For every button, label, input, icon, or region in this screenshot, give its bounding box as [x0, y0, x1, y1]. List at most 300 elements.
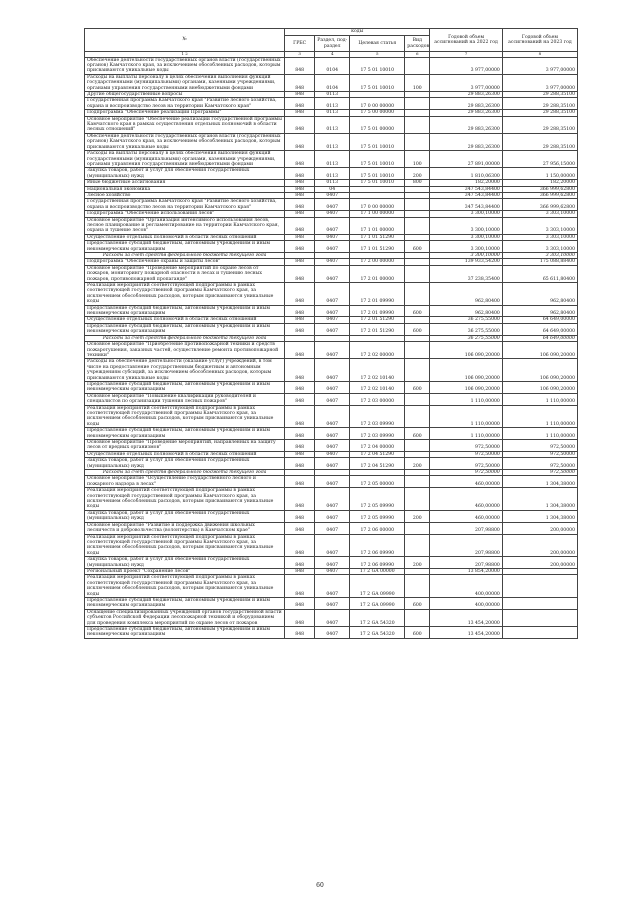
table-header [85, 29, 578, 58]
row-csr-cell: 17 2 06 09990 [350, 534, 405, 557]
header-csr: Целевая статья [350, 36, 405, 52]
row-amount-2023-cell: 200,00000 [502, 522, 577, 534]
row-vr-cell [405, 476, 430, 488]
column-number: 6 [405, 52, 430, 58]
row-razdel-cell: 0407 [315, 440, 350, 452]
row-grbs-cell: 848 [285, 74, 315, 91]
row-grbs-cell: 848 [285, 92, 315, 98]
row-name-cell: Подпрограмма "Обеспечение реализации Программы" [85, 110, 285, 116]
row-grbs-cell: 848 [285, 597, 315, 609]
row-grbs-cell: 848 [285, 317, 315, 323]
row-name-cell: Основное мероприятие "Организация интенсивного использования лесов, лесное планирование и регламентирование на территории Камчатского края, охрана и тушение лесов" [85, 217, 285, 234]
table-row [85, 476, 578, 488]
row-amount-2023-cell: 3 977,00000 [502, 74, 577, 91]
row-razdel-cell: 0407 [315, 534, 350, 557]
column-number: 3 [285, 52, 315, 58]
row-razdel-cell: 0113 [315, 133, 350, 150]
row-csr-cell: 17 2 GA 00000 [350, 568, 405, 574]
table-row [85, 510, 578, 522]
row-name-cell: Расходы на выплаты персоналу в целях обеспечения выполнения функций государственными (муниципальными) органами, казенными учреждениями, органами управления государственными внебюджетными фондами [85, 151, 285, 168]
row-vr-cell [405, 133, 430, 150]
table-row [85, 597, 578, 609]
row-name-cell: Реализация мероприятий соответствующей подпрограммы в рамках соответствующей государственной программы Камчатского края, за исключением обособленных расходов, которым присваиваются уникальные коды [85, 405, 285, 428]
table-row [85, 440, 578, 452]
row-vr-cell [405, 57, 430, 74]
table-row [85, 381, 578, 393]
row-vr-cell [405, 488, 430, 511]
row-amount-2022-cell: 36 275,55000 [430, 335, 503, 341]
row-csr-cell: 17 2 01 00000 [350, 265, 405, 282]
row-csr-cell: 17 1 01 51290 [350, 234, 405, 240]
row-amount-2022-cell: 106 090,20000 [430, 359, 503, 382]
row-amount-2023-cell: 29 288,35100 [502, 133, 577, 150]
row-amount-2022-cell: 36 275,55000 [430, 323, 503, 335]
row-grbs-cell: 848 [285, 110, 315, 116]
row-name-cell: Основное мероприятие "Обеспечение реализации государственной программы Камчатского края в рамках осуществления отдельных полномочий в области лесных отношений" [85, 116, 285, 133]
row-razdel-cell: 0407 [315, 259, 350, 265]
row-csr-cell: 17 1 01 51290 [350, 241, 405, 253]
row-razdel-cell: 0407 [315, 192, 350, 198]
row-csr-cell: 17 5 01 10010 [350, 57, 405, 74]
row-grbs-cell: 848 [285, 488, 315, 511]
row-name-cell: Закупка товаров, работ и услуг для обеспечения государственных (муниципальных) нужд [85, 168, 285, 180]
row-grbs-cell: 848 [285, 192, 315, 198]
row-razdel-cell: 0407 [315, 451, 350, 457]
row-name-cell: Реализация мероприятий соответствующей подпрограммы в рамках соответствующей государственной программы Камчатского края, за исключением обособленных расходов, которым присваиваются уникальные коды [85, 575, 285, 598]
row-amount-2023-cell: 1 304,38000 [502, 510, 577, 522]
row-name-cell: Основное мероприятие "Проведение мероприятий по охране лесов от пожаров, мониторингу пожарной опасности в лесах и тушению лесных пожаров, противопожарной пропаганде" [85, 265, 285, 282]
row-amount-2023-cell: 1 304,38000 [502, 488, 577, 511]
row-csr-cell: 17 2 06 09990 [350, 557, 405, 569]
row-amount-2022-cell: 29 883,26300 [430, 92, 503, 98]
row-amount-2023-cell: 175 088,88400 [502, 259, 577, 265]
row-grbs-cell: 848 [285, 133, 315, 150]
column-number: 1 2 [85, 52, 285, 58]
row-amount-2022-cell: 460,00000 [430, 476, 503, 488]
row-amount-2022-cell: 13 454,20000 [430, 627, 503, 639]
table-row [85, 217, 578, 234]
row-csr-cell: 17 5 01 10010 [350, 151, 405, 168]
header-name: № [85, 29, 285, 52]
row-amount-2023-cell: 972,50000 [502, 470, 577, 476]
row-razdel-cell: 0407 [315, 575, 350, 598]
row-amount-2022-cell: 13 454,20000 [430, 609, 503, 626]
row-amount-2022-cell: 36 275,55000 [430, 317, 503, 323]
row-amount-2023-cell: 366 999,62800 [502, 192, 577, 198]
row-name-cell: Предоставление субсидий бюджетным, автономным учреждениям и иным некоммерческим организациям [85, 381, 285, 393]
table-row [85, 168, 578, 180]
row-grbs-cell: 848 [285, 116, 315, 133]
row-razdel-cell: 0113 [315, 92, 350, 98]
table-row [85, 534, 578, 557]
row-name-cell: Обеспечение деятельности государственных органов власти (государственных органов) Камчатского края, за исключением обособленных расходов, которым присваиваются уникальные коды [85, 133, 285, 150]
row-grbs-cell: 848 [285, 476, 315, 488]
row-grbs-cell: 848 [285, 451, 315, 457]
row-grbs-cell: 848 [285, 180, 315, 186]
row-name-cell: Осуществление отдельных полномочий в области лесных отношений [85, 234, 285, 240]
row-grbs-cell: 848 [285, 534, 315, 557]
row-grbs-cell: 848 [285, 168, 315, 180]
row-amount-2023-cell: 972,50000 [502, 458, 577, 470]
row-grbs-cell: 848 [285, 323, 315, 335]
row-razdel-cell: 0407 [315, 393, 350, 405]
row-grbs-cell: 848 [285, 627, 315, 639]
row-amount-2022-cell: 962,80400 [430, 283, 503, 306]
row-csr-cell: 17 2 04 00000 [350, 440, 405, 452]
row-name-cell: Осуществление отдельных полномочий в области лесных отношений [85, 451, 285, 457]
row-vr-cell: 200 [405, 510, 430, 522]
table-row [85, 151, 578, 168]
row-amount-2022-cell: 972,50000 [430, 451, 503, 457]
row-vr-cell [405, 359, 430, 382]
table-row [85, 627, 578, 639]
row-csr-cell: 17 0 00 00000 [350, 98, 405, 110]
row-amount-2022-cell: 13 854,20000 [430, 568, 503, 574]
header-grbs: ГРБС [285, 36, 315, 52]
row-vr-cell: 800 [405, 180, 430, 186]
row-vr-cell [405, 522, 430, 534]
row-csr-cell: 17 2 01 51290 [350, 323, 405, 335]
row-amount-2022-cell: 27 891,00000 [430, 151, 503, 168]
row-name-cell: Реализация мероприятий соответствующей подпрограммы в рамках соответствующей государственной программы Камчатского края, за исключением обособленных расходов, которым присваиваются уникальные коды [85, 534, 285, 557]
table-row [85, 575, 578, 598]
row-vr-cell: 600 [405, 241, 430, 253]
row-razdel-cell: 0407 [315, 241, 350, 253]
row-grbs-cell: 848 [285, 405, 315, 428]
row-amount-2022-cell: 29 883,26300 [430, 116, 503, 133]
row-grbs-cell: 848 [285, 98, 315, 110]
row-csr-cell: 17 2 01 09990 [350, 305, 405, 317]
row-grbs-cell: 848 [285, 234, 315, 240]
row-amount-2022-cell: 3 300,10000 [430, 217, 503, 234]
row-csr-cell: 17 2 05 09990 [350, 488, 405, 511]
row-amount-2022-cell: 347 543,84400 [430, 186, 503, 192]
row-amount-2022-cell: 460,00000 [430, 488, 503, 511]
row-amount-2022-cell: 400,00000 [430, 597, 503, 609]
row-amount-2022-cell: 972,50000 [430, 458, 503, 470]
row-amount-2023-cell: 972,50000 [502, 440, 577, 452]
row-razdel-cell: 0407 [315, 211, 350, 217]
row-amount-2022-cell: 207,98800 [430, 522, 503, 534]
row-name-cell: Подпрограмма "Обеспечение использования лесов" [85, 211, 285, 217]
row-amount-2022-cell: 3 300,10000 [430, 253, 503, 259]
row-razdel-cell: 0407 [315, 217, 350, 234]
row-razdel-cell: 0407 [315, 405, 350, 428]
row-razdel-cell: 0104 [315, 57, 350, 74]
header-vr: Вид расходов [405, 36, 430, 52]
row-razdel-cell: 0407 [315, 359, 350, 382]
row-name-cell: Другие общегосударственные вопросы [85, 92, 285, 98]
row-csr-cell: 17 1 01 00000 [350, 217, 405, 234]
row-name-cell: Реализация мероприятий соответствующей подпрограммы в рамках соответствующей государственной программы Камчатского края, за исключением обособленных расходов, которым присваиваются уникальные коды [85, 488, 285, 511]
row-amount-2023-cell: 65 611,80400 [502, 265, 577, 282]
row-grbs-cell: 848 [285, 575, 315, 598]
row-vr-cell: 100 [405, 151, 430, 168]
row-csr-cell: 17 2 02 00000 [350, 342, 405, 359]
row-amount-2022-cell: 106 090,20000 [430, 381, 503, 393]
row-amount-2022-cell: 3 977,00000 [430, 74, 503, 91]
row-razdel-cell: 0407 [315, 609, 350, 626]
row-csr-cell: 17 2 GA 54320 [350, 627, 405, 639]
row-grbs-cell: 848 [285, 568, 315, 574]
row-amount-2023-cell: 29 288,35100 [502, 98, 577, 110]
row-amount-2022-cell: 972,50000 [430, 440, 503, 452]
row-vr-cell: 600 [405, 381, 430, 393]
row-name-cell: Предоставление субсидий бюджетным, автономным учреждениям и иным некоммерческим организациям [85, 627, 285, 639]
row-amount-2023-cell: 3 303,10000 [502, 234, 577, 240]
table-row [85, 74, 578, 91]
row-amount-2023-cell: 64 649,00000 [502, 335, 577, 341]
row-amount-2023-cell: 200,00000 [502, 534, 577, 557]
row-amount-2023-cell: 1 110,00000 [502, 405, 577, 428]
row-amount-2022-cell: 207,98800 [430, 534, 503, 557]
row-amount-2022-cell: 1 110,00000 [430, 393, 503, 405]
row-name-cell: Основное мероприятие "Осуществление государственного лесного и пожарного надзора в лесах" [85, 476, 285, 488]
row-vr-cell: 200 [405, 458, 430, 470]
row-name-cell: Предоставление субсидий бюджетным, автономным учреждениям и иным некоммерческим организациям [85, 305, 285, 317]
row-amount-2022-cell: 347 543,84400 [430, 192, 503, 198]
row-csr-cell: 17 2 02 10140 [350, 359, 405, 382]
row-amount-2023-cell: 106 090,20000 [502, 342, 577, 359]
row-amount-2023-cell: 3 977,00000 [502, 57, 577, 74]
row-amount-2023-cell: 962,80400 [502, 283, 577, 306]
row-vr-cell: 600 [405, 627, 430, 639]
row-name-cell: Обеспечение деятельности государственных органов власти (государственных органов) Камчатского края, за исключением обособленных расходов, которым присваиваются уникальные коды [85, 57, 285, 74]
row-name-cell: Предоставление субсидий бюджетным, автономным учреждениям и иным некоммерческим организациям [85, 597, 285, 609]
row-amount-2023-cell: 182,20000 [502, 180, 577, 186]
row-csr-cell: 17 5 01 10010 [350, 74, 405, 91]
row-vr-cell [405, 283, 430, 306]
row-amount-2023-cell: 27 956,15000 [502, 151, 577, 168]
row-name-cell: Предоставление субсидий бюджетным, автономным учреждениям и иным некоммерческим организациям [85, 323, 285, 335]
row-amount-2023-cell: 366 999,62800 [502, 199, 577, 211]
row-amount-2023-cell: 1 150,00000 [502, 168, 577, 180]
row-amount-2022-cell: 3 300,10000 [430, 234, 503, 240]
row-vr-cell [405, 575, 430, 598]
row-csr-cell: 17 2 04 51290 [350, 451, 405, 457]
row-razdel-cell: 0407 [315, 342, 350, 359]
table-row [85, 405, 578, 428]
row-csr-cell: 17 2 GA 09990 [350, 597, 405, 609]
row-csr-cell: 17 2 02 10140 [350, 381, 405, 393]
row-name-cell: Лесное хозяйство [85, 192, 285, 198]
table-row [85, 57, 578, 74]
row-csr-cell: 17 2 06 00000 [350, 522, 405, 534]
table-row [85, 428, 578, 440]
row-csr-cell: 17 1 00 00000 [350, 211, 405, 217]
row-razdel-cell: 0407 [315, 428, 350, 440]
row-csr-cell: 17 2 GA 54320 [350, 609, 405, 626]
row-grbs-cell: 848 [285, 381, 315, 393]
row-name-cell: Оснащение специализированных учреждений органов государственной власти субъектов Российской Федерации лесопожарной техникой и оборудованием для проведения комплекса мероприятий по охране лесов от пожаров [85, 609, 285, 626]
row-csr-cell: 17 2 04 51290 [350, 458, 405, 470]
header-vol-2022: Годовой объем ассигнований на 2022 год [430, 29, 503, 52]
page-number: 60 [316, 882, 324, 889]
row-grbs-cell: 848 [285, 522, 315, 534]
row-vr-cell [405, 534, 430, 557]
table-body [85, 57, 578, 638]
row-amount-2022-cell: 29 883,26300 [430, 110, 503, 116]
column-number: 7 [430, 52, 503, 58]
row-amount-2023-cell: 64 649,00000 [502, 317, 577, 323]
row-grbs-cell: 848 [285, 305, 315, 317]
row-amount-2023-cell: 64 649,00000 [502, 323, 577, 335]
row-razdel-cell: 0407 [315, 510, 350, 522]
row-csr-cell: 17 5 01 10010 [350, 168, 405, 180]
row-amount-2023-cell: 3 303,10000 [502, 253, 577, 259]
row-razdel-cell: 0407 [315, 265, 350, 282]
row-name-cell: Предоставление субсидий бюджетным, автономным учреждениям и иным некоммерческим организациям [85, 241, 285, 253]
row-csr-cell: 17 5 00 00000 [350, 110, 405, 116]
row-amount-2023-cell: 1 110,00000 [502, 393, 577, 405]
row-amount-2023-cell: 29 288,35100 [502, 116, 577, 133]
table-row [85, 116, 578, 133]
row-vr-cell [405, 393, 430, 405]
row-csr-cell: 17 5 01 10010 [350, 180, 405, 186]
column-number: 4 [315, 52, 350, 58]
row-amount-2022-cell: 347 543,84400 [430, 199, 503, 211]
row-razdel-cell: 0113 [315, 116, 350, 133]
column-number: 5 [350, 52, 405, 58]
row-vr-cell: 100 [405, 74, 430, 91]
row-csr-cell: 17 5 01 10010 [350, 133, 405, 150]
row-name-cell: Расходы за счет средств федерального бюджета текущего года [85, 335, 285, 341]
row-grbs-cell: 848 [285, 151, 315, 168]
row-csr-cell: 17 2 01 51290 [350, 317, 405, 323]
row-razdel-cell: 0407 [315, 627, 350, 639]
row-csr-cell: 17 5 01 00000 [350, 116, 405, 133]
row-csr-cell: 17 2 05 00000 [350, 476, 405, 488]
row-amount-2023-cell: 3 303,10000 [502, 217, 577, 234]
row-name-cell: Подпрограмма "Обеспечение охраны и защиты лесов" [85, 259, 285, 265]
row-amount-2023-cell [502, 627, 577, 639]
row-name-cell: Закупка товаров, работ и услуг для обеспечения государственных (муниципальных) нужд [85, 510, 285, 522]
row-amount-2023-cell: 3 303,10000 [502, 241, 577, 253]
row-amount-2023-cell: 200,00000 [502, 557, 577, 569]
row-razdel-cell: 0407 [315, 317, 350, 323]
row-razdel-cell: 0407 [315, 522, 350, 534]
row-grbs-cell: 848 [285, 510, 315, 522]
table-row [85, 98, 578, 110]
row-name-cell: Иные бюджетные ассигнования [85, 180, 285, 186]
row-grbs-cell: 848 [285, 186, 315, 192]
row-csr-cell: 17 0 00 00000 [350, 199, 405, 211]
row-grbs-cell: 848 [285, 609, 315, 626]
row-name-cell: Государственная программа Камчатского края "Развитие лесного хозяйства, охрана и воспроизводство лесов на территории Камчатского края" [85, 199, 285, 211]
row-grbs-cell: 848 [285, 440, 315, 452]
row-grbs-cell: 848 [285, 342, 315, 359]
row-vr-cell [405, 199, 430, 211]
row-razdel-cell: 0407 [315, 199, 350, 211]
row-vr-cell [405, 217, 430, 234]
row-vr-cell: 200 [405, 168, 430, 180]
row-name-cell: Государственная программа Камчатского края "Развитие лесного хозяйства, охрана и воспроизводство лесов на территории Камчатского края" [85, 98, 285, 110]
row-amount-2023-cell: 366 999,62800 [502, 186, 577, 192]
row-razdel-cell: 0113 [315, 98, 350, 110]
row-razdel-cell: 0113 [315, 168, 350, 180]
row-vr-cell: 600 [405, 428, 430, 440]
row-grbs-cell: 848 [285, 393, 315, 405]
row-name-cell: Основное мероприятие "Проведение мероприятий, направленных на защиту лесов от вредных организмов" [85, 440, 285, 452]
row-vr-cell [405, 440, 430, 452]
row-name-cell: Региональный проект "Сохранение лесов" [85, 568, 285, 574]
table-row [85, 342, 578, 359]
row-vr-cell [405, 405, 430, 428]
row-name-cell: Закупка товаров, работ и услуг для обеспечения государственных (муниципальных) нужд [85, 458, 285, 470]
row-name-cell: Предоставление субсидий бюджетным, автономным учреждениям и иным некоммерческим организациям [85, 428, 285, 440]
row-grbs-cell: 848 [285, 57, 315, 74]
row-name-cell: Осуществление отдельных полномочий в области лесных отношений [85, 317, 285, 323]
row-razdel-cell: 0407 [315, 597, 350, 609]
table-row [85, 359, 578, 382]
row-csr-cell: 17 2 03 09990 [350, 428, 405, 440]
table-row [85, 488, 578, 511]
table-row [85, 133, 578, 150]
row-razdel-cell: 0407 [315, 305, 350, 317]
table-row [85, 265, 578, 282]
row-vr-cell [405, 609, 430, 626]
row-razdel-cell: 0407 [315, 488, 350, 511]
row-csr-cell: 17 2 03 00000 [350, 393, 405, 405]
row-grbs-cell: 848 [285, 458, 315, 470]
row-amount-2023-cell: 106 090,20000 [502, 359, 577, 382]
row-name-cell: Основное мероприятие "Развитие и поддержка движения школьных лесничеств и добровольчества (волонтерства) в Камчатском крае" [85, 522, 285, 534]
row-amount-2022-cell: 29 883,26300 [430, 133, 503, 150]
row-amount-2022-cell: 972,50000 [430, 470, 503, 476]
table-row [85, 458, 578, 470]
row-amount-2023-cell: 1 304,38000 [502, 476, 577, 488]
row-amount-2022-cell: 207,98800 [430, 557, 503, 569]
row-vr-cell: 200 [405, 557, 430, 569]
row-csr-cell: 17 2 01 09990 [350, 283, 405, 306]
row-grbs-cell: 848 [285, 557, 315, 569]
row-name-cell: Основное мероприятие "Приобретение противопожарной техники и средств пожаротушения, заказных частей, осуществление ремонта противопожарной техники" [85, 342, 285, 359]
row-csr-cell: 17 2 GA 09990 [350, 575, 405, 598]
row-razdel-cell: 0104 [315, 74, 350, 91]
table-row [85, 393, 578, 405]
row-vr-cell [405, 342, 430, 359]
row-amount-2022-cell: 37 238,35400 [430, 265, 503, 282]
row-name-cell: Закупка товаров, работ и услуг для обеспечения государственных (муниципальных) нужд [85, 557, 285, 569]
row-amount-2022-cell: 139 933,54200 [430, 259, 503, 265]
row-vr-cell: 600 [405, 597, 430, 609]
row-amount-2023-cell: 3 303,10000 [502, 211, 577, 217]
row-amount-2023-cell [502, 597, 577, 609]
row-razdel-cell: 0407 [315, 458, 350, 470]
row-razdel-cell: 0407 [315, 381, 350, 393]
row-vr-cell [405, 116, 430, 133]
row-amount-2023-cell: 1 110,00000 [502, 428, 577, 440]
row-vr-cell: 600 [405, 305, 430, 317]
row-amount-2023-cell: 972,50000 [502, 451, 577, 457]
row-razdel-cell: 0407 [315, 323, 350, 335]
header-codes: коды [285, 29, 430, 36]
table-row [85, 199, 578, 211]
budget-table [84, 28, 578, 639]
row-amount-2022-cell: 182,20000 [430, 180, 503, 186]
row-amount-2023-cell [502, 575, 577, 598]
table-row [85, 522, 578, 534]
table-row [85, 557, 578, 569]
row-name-cell: Расходы на выплаты персоналу в целях обеспечения выполнения функций государственными (муниципальными) органами, казенными учреждениями, органами управления государственными внебюджетными фондами [85, 74, 285, 91]
row-csr-cell: 17 2 05 09990 [350, 510, 405, 522]
row-grbs-cell: 848 [285, 211, 315, 217]
row-amount-2023-cell: 962,80400 [502, 305, 577, 317]
row-razdel-cell: 0407 [315, 476, 350, 488]
row-grbs-cell: 848 [285, 199, 315, 211]
table-row [85, 283, 578, 306]
header-razdel: Раздел, под-раздел [315, 36, 350, 52]
